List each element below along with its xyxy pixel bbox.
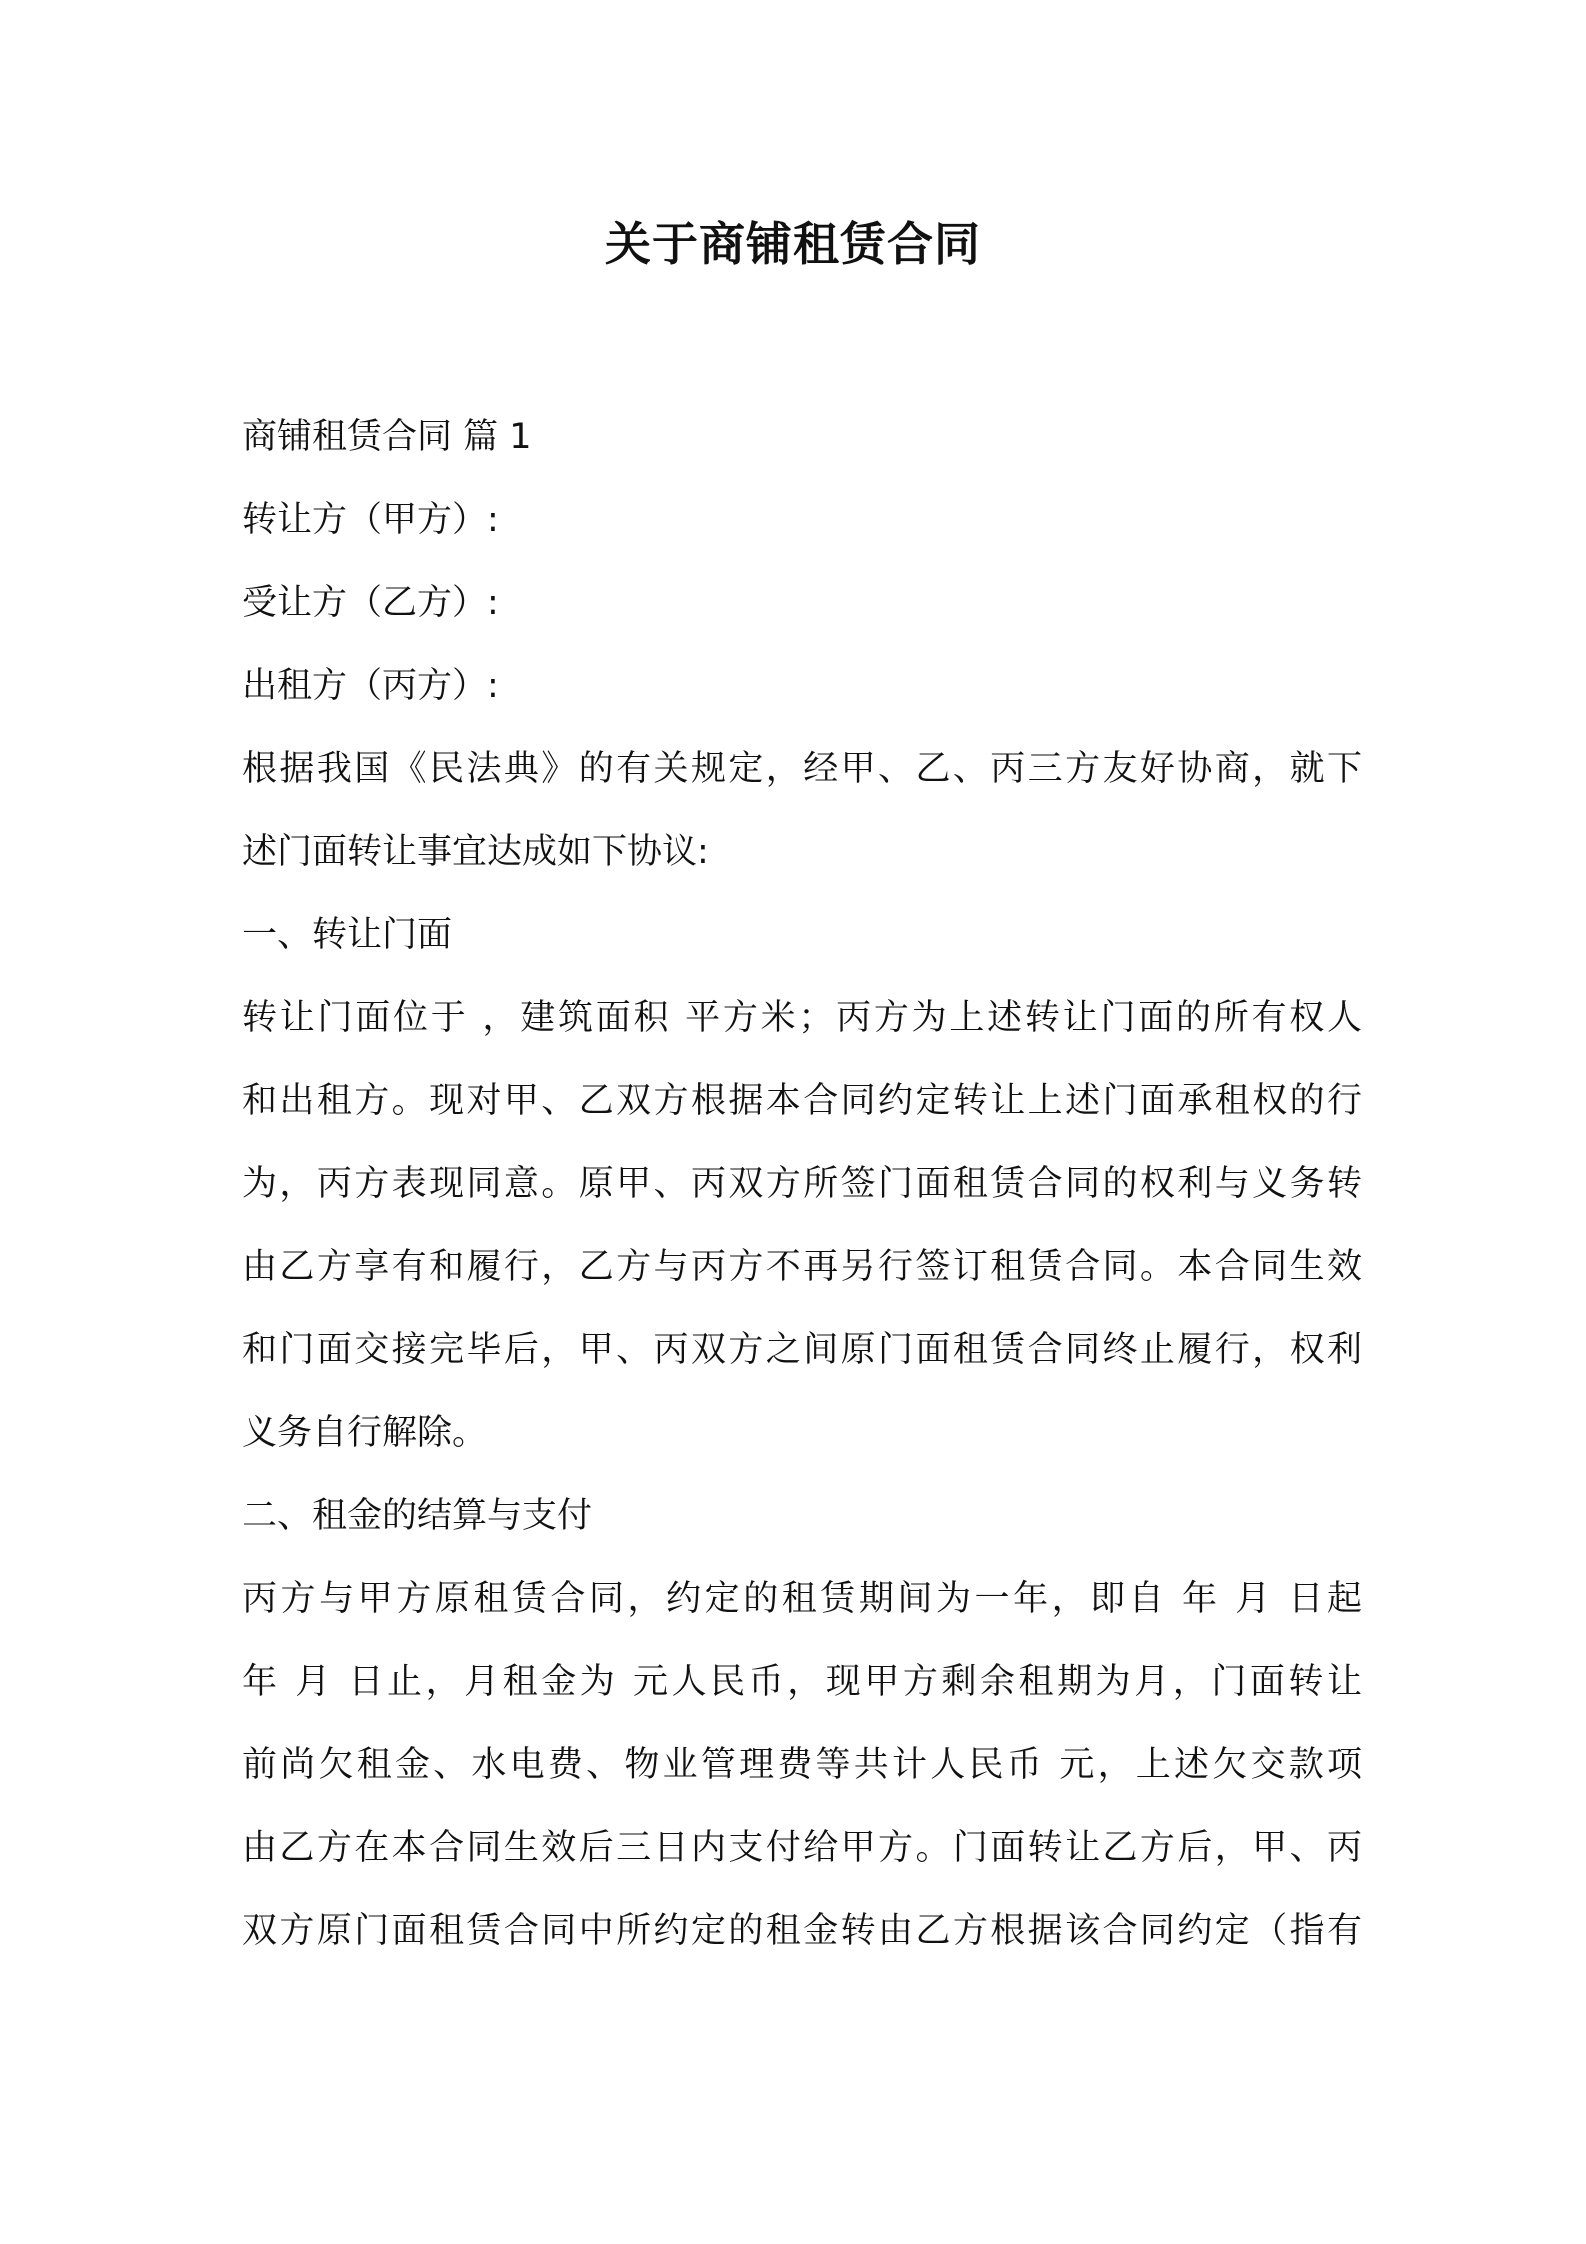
body-text-line: 由乙方在本合同生效后三日内支付给甲方。门面转让乙方后，甲、丙: [242, 1828, 1362, 1868]
party-c-line: 出租方（丙方）:: [242, 666, 499, 706]
party-b-line: 受让方（乙方）:: [242, 583, 499, 623]
document-title: 关于商铺租赁合同: [605, 217, 981, 271]
body-text-line: 义务自行解除。: [242, 1413, 488, 1453]
clause-heading-1: 一、转让门面: [242, 915, 453, 955]
clause-heading-2: 二、租金的结算与支付: [242, 1496, 593, 1536]
body-text-line: 由乙方享有和履行，乙方与丙方不再另行签订租赁合同。本合同生效: [242, 1247, 1362, 1287]
body-text-line: 和出租方。现对甲、乙双方根据本合同约定转让上述门面承租权的行: [242, 1081, 1362, 1121]
body-text-line: 和门面交接完毕后，甲、丙双方之间原门面租赁合同终止履行，权利: [242, 1330, 1362, 1370]
body-text-line: 根据我国《民法典》的有关规定，经甲、乙、丙三方友好协商，就下: [242, 749, 1362, 789]
section-heading-article-1: 商铺租赁合同 篇 1: [242, 417, 532, 457]
body-text-line: 转让门面位于 ，建筑面积 平方米；丙方为上述转让门面的所有权人: [242, 998, 1362, 1038]
body-text-line: 述门面转让事宜达成如下协议:: [242, 832, 709, 872]
body-text-line: 前尚欠租金、水电费、物业管理费等共计人民币 元，上述欠交款项: [242, 1745, 1362, 1785]
body-text-line: 丙方与甲方原租赁合同，约定的租赁期间为一年，即自 年 月 日起: [242, 1579, 1362, 1619]
body-text-line: 双方原门面租赁合同中所约定的租金转由乙方根据该合同约定（指有: [242, 1911, 1362, 1951]
body-text-line: 年 月 日止，月租金为 元人民币，现甲方剩余租期为月，门面转让: [242, 1662, 1362, 1702]
body-text-line: 为，丙方表现同意。原甲、丙双方所签门面租赁合同的权利与义务转: [242, 1164, 1362, 1204]
party-a-line: 转让方（甲方）:: [242, 500, 499, 540]
